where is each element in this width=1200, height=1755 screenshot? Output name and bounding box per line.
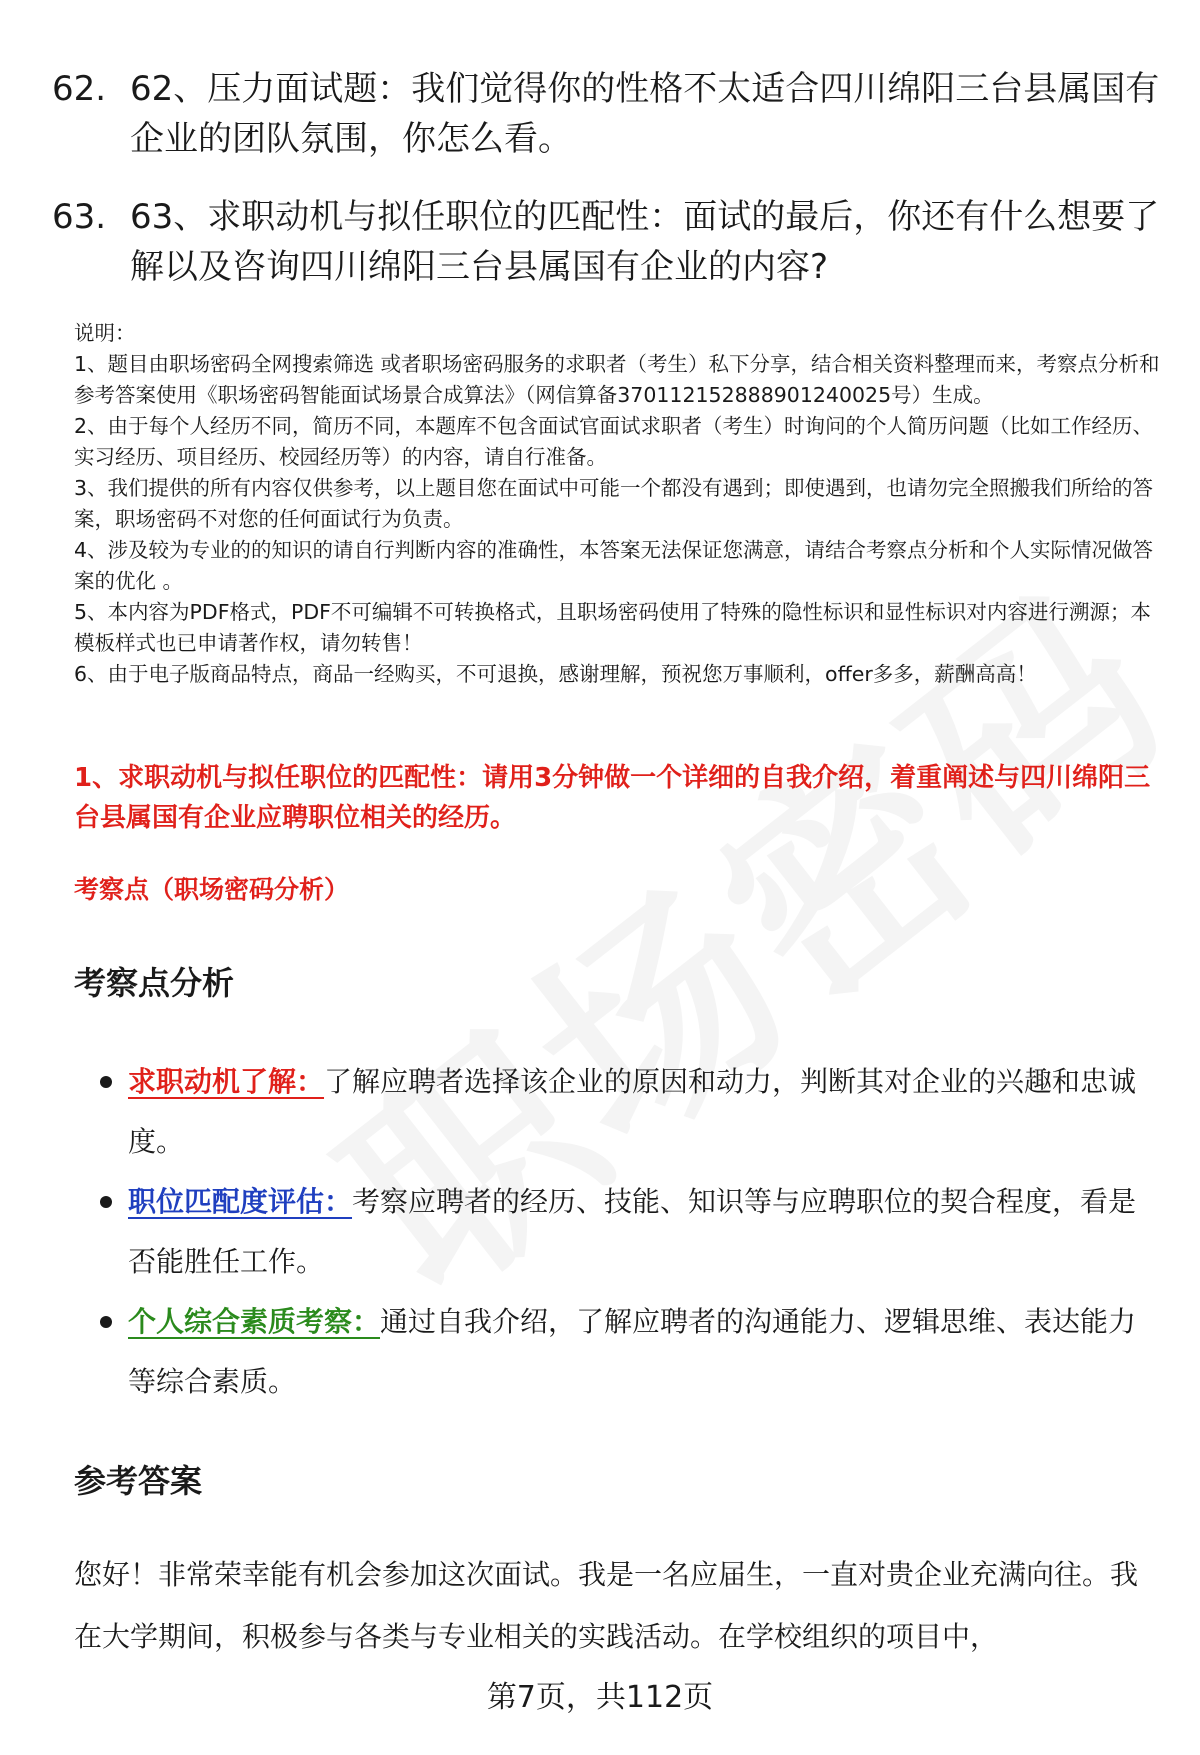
answer-section — [74, 1544, 1149, 1668]
analysis-text: 考察应聘者的经历、技能、知识等与应聘职位的契合程度，看是否能胜任工作。 — [128, 1185, 1137, 1278]
notes-title: 说明： — [74, 321, 136, 345]
analysis-item — [92, 1052, 1152, 1172]
question-list — [52, 64, 1162, 320]
main-question: 1、求职动机与拟任职位的匹配性：请用3分钟做一个详细的自我介绍，着重阐述与四川绵阳三台县属国有企业应聘职位相关的经历。 — [74, 763, 1151, 833]
bullet-icon — [100, 1076, 112, 1088]
bullet-icon — [100, 1316, 112, 1328]
bullet-icon — [100, 1196, 112, 1208]
question-item — [52, 192, 1162, 292]
page-footer: 第7页，共112页 — [486, 1680, 714, 1715]
answer-text: 您好！非常荣幸能有机会参加这次面试。我是一名应届生，一直对贵企业充满向往。我在大学期间，积极参与各类与专业相关的实践活动。在学校组织的项目中， — [74, 1558, 1139, 1653]
note-item: 5、本内容为PDF格式，PDF不可编辑不可转换格式，且职场密码使用了特殊的隐性标识和显性标识对内容进行溯源；本模板样式也已申请著作权，请勿转售！ — [74, 600, 1151, 655]
exam-point-label: 考察点（职场密码分析） — [74, 875, 350, 904]
question-item — [52, 64, 1162, 164]
analysis-keyword: 求职动机了解： — [128, 1065, 325, 1098]
note-item: 4、涉及较为专业的的知识的请自行判断内容的准确性，本答案无法保证您满意，请结合考察点分析和个人实际情况做答案的优化 。 — [74, 538, 1154, 593]
analysis-text: 通过自我介绍，了解应聘者的沟通能力、逻辑思维、表达能力等综合素质。 — [128, 1305, 1137, 1398]
answer-heading: 参考答案 — [74, 1462, 203, 1500]
question-number: 63. — [52, 197, 107, 237]
analysis-list — [92, 1052, 1152, 1412]
analysis-item — [92, 1172, 1152, 1292]
analysis-text: 了解应聘者选择该企业的原因和动力，判断其对企业的兴趣和忠诚度。 — [128, 1065, 1137, 1158]
question-number: 62. — [52, 69, 107, 109]
notes-section — [74, 318, 1164, 690]
note-item: 1、题目由职场密码全网搜索筛选 或者职场密码服务的求职者（考生）私下分享，结合相关资料整理而来，考察点分析和参考答案使用《职场密码智能面试场景合成算法》（网信算备370112152888901240025号）生成。 — [74, 352, 1160, 407]
analysis-item — [92, 1292, 1152, 1412]
analysis-keyword: 个人综合素质考察： — [128, 1305, 381, 1338]
analysis-keyword: 职位匹配度评估： — [128, 1185, 353, 1218]
analysis-heading: 考察点分析 — [74, 964, 235, 1002]
note-item: 6、由于电子版商品特点，商品一经购买，不可退换，感谢理解，预祝您万事顺利，offer多多，薪酬高高！ — [74, 662, 1037, 686]
question-text: 63、求职动机与拟任职位的匹配性：面试的最后，你还有什么想要了解以及咨询四川绵阳三台县属国有企业的内容? — [130, 197, 1160, 287]
question-text: 62、压力面试题：我们觉得你的性格不太适合四川绵阳三台县属国有企业的团队氛围，你怎么看。 — [130, 69, 1160, 159]
note-item: 2、由于每个人经历不同，简历不同，本题库不包含面试官面试求职者（考生）时询问的个人简历问题（比如工作经历、实习经历、项目经历、校园经历等）的内容，请自行准备。 — [74, 414, 1154, 469]
note-item: 3、我们提供的所有内容仅供参考，以上题目您在面试中可能一个都没有遇到；即使遇到，也请勿完全照搬我们所给的答案，职场密码不对您的任何面试行为负责。 — [74, 476, 1154, 531]
